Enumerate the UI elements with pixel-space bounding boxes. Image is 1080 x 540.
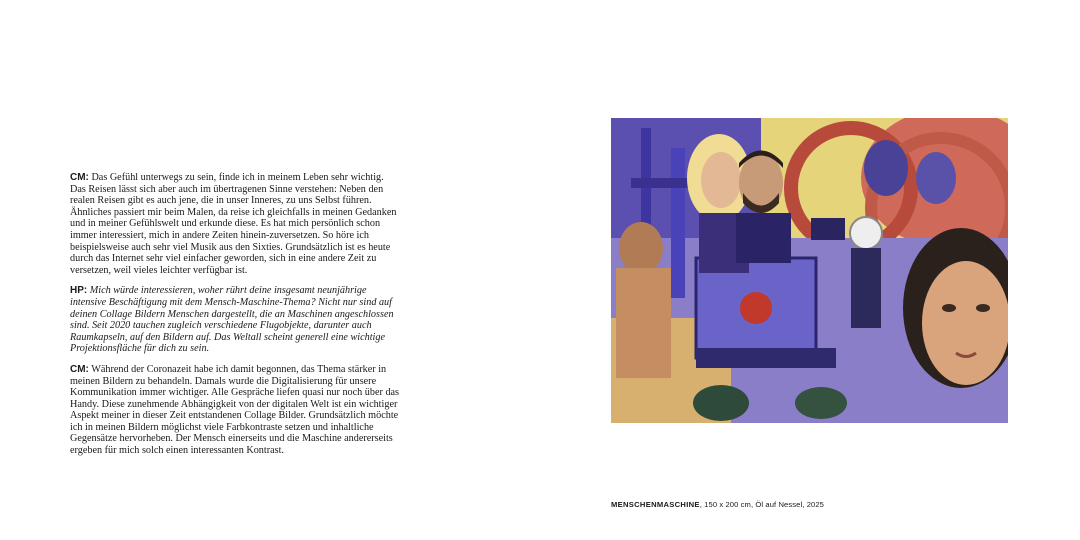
painting-illustration: [611, 118, 1008, 423]
paragraph-text: Das Gefühl unterwegs zu sein, finde ich in meinem Leben sehr wichtig. Das Reisen lässt sich aber auch im übertragenen Sinne verstehen: Neben den realen Reisen gibt es auch jene, die in unser Inneres, zu uns Selbst führen. Ähnliches passiert mir beim Malen, da reise ich gleichfalls in meinen Gedanken und in meiner Gefühlswelt und erkunde diese. Es hat mich persönlich schon immer interessiert, mich in andere Zeiten hinein-zuversetzen. So höre ich beispielsweise auch sehr viel Musik aus den Sixties. Grundsätzlich ist es heute durch das Internet sehr viel einfacher geworden, sich in eine andere Zeit zu versetzen, weil vieles leichter verfügbar ist.: [70, 172, 397, 276]
woman-eye: [942, 304, 956, 312]
machine-base: [696, 348, 836, 368]
painting-caption: [611, 500, 824, 509]
machine-sign: [811, 218, 845, 240]
couple-head: [864, 140, 908, 196]
boy-face: [619, 222, 663, 274]
astronaut-helmet: [850, 217, 882, 249]
plant-leaf-2: [795, 387, 847, 419]
caption-details: , 150 x 200 cm, Öl auf Nessel, 2025: [699, 500, 824, 509]
interview-paragraph-cm-2: [70, 364, 400, 457]
interview-paragraph-cm-1: [70, 172, 400, 276]
woman-face: [922, 261, 1008, 385]
interview-paragraph-hp: [70, 285, 400, 355]
speaker-label: CM:: [70, 172, 89, 183]
paragraph-text: Während der Coronazeit habe ich damit begonnen, das Thema stärker in meinen Bildern zu behandeln. Damals wurde die Digitalisierung für unsere Kommunikation immer wichtiger. Alle Gespräche liefen quasi nur noch über das Handy. Diese zunehmende Abhängigkeit von der digitalen Welt ist ein wichtiger Aspekt meiner in dieser Zeit entstandenen Collage Bilder. Grundsätzlich möchte ich in meinen Bildern möglichst viele Farbkontraste setzen und inhaltliche Gegensätze hervorheben. Der Mensch einerseits und die Maschine andererseits ergeben für mich solch einen interessanten Kontrast.: [70, 363, 400, 457]
speaker-label: HP:: [70, 285, 88, 297]
interview-text: [70, 172, 400, 466]
machine-wheel: [740, 292, 772, 324]
astronaut-body: [851, 248, 881, 328]
machine-pillar-2: [671, 148, 685, 298]
blonde-face: [701, 152, 741, 208]
painting-image: [611, 118, 1008, 423]
boy-body: [616, 268, 671, 378]
couple-head-2: [916, 152, 956, 204]
paragraph-text: Mich würde interessieren, woher rührt deine insgesamt neunjährige intensive Beschäftigung mit dem Mensch-Maschine-Thema? Nicht nur sind auf deinen Collage Bildern Menschen dargestellt, die an Maschinen angeschlossen sind. Seit 2020 tauchen zugleich verschiedene Flugobjekte, darunter auch Raumkapseln, auf den Bildern auf. Das Weltall scheint generell eine wichtige Projektionsfläche für dich zu sein.: [70, 285, 394, 355]
caption-title: MENSCHENMASCHINE: [611, 500, 700, 509]
speaker-label: CM:: [70, 363, 89, 375]
woman-eye-2: [976, 304, 990, 312]
plant-leaf: [693, 385, 749, 421]
man-shirt: [736, 213, 791, 263]
